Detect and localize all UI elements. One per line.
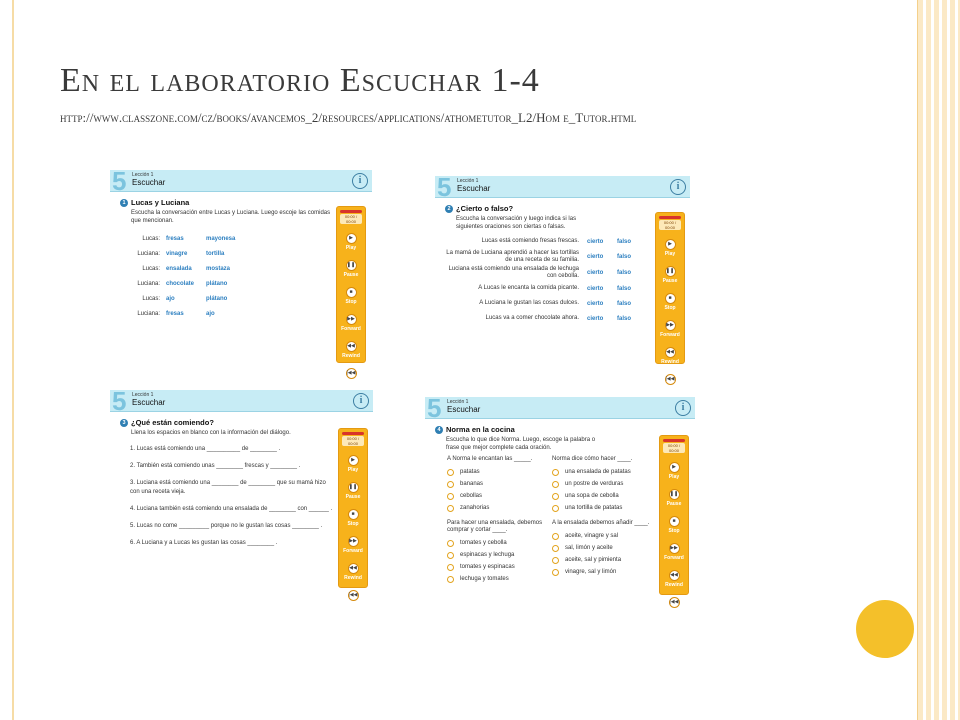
button-label: Pause: [345, 494, 361, 500]
option-label: una sopa de cebolla: [565, 493, 619, 499]
play-icon[interactable]: ▶: [348, 455, 359, 466]
panel-header: [425, 393, 695, 423]
activity-body: [445, 200, 656, 325]
cierto-choice[interactable]: cierto: [587, 285, 604, 292]
lesson-label: Lección 1: [457, 178, 479, 184]
radio-option[interactable]: [552, 478, 652, 490]
activity-instructions: Escucha lo que dice Norma. Luego, escoge la palabra o frase que mejor complete cada oración.: [446, 437, 596, 451]
lesson-number: 5: [112, 166, 127, 196]
list-item: [445, 297, 656, 310]
beginning-button[interactable]: [339, 583, 367, 608]
choice-b[interactable]: plátano: [206, 280, 228, 287]
pause-icon[interactable]: ❚❚: [348, 482, 359, 493]
question-block: [447, 520, 552, 585]
rewind-icon[interactable]: ◀◀: [346, 341, 357, 352]
cierto-choice[interactable]: cierto: [587, 254, 604, 260]
radio-circle[interactable]: [447, 540, 454, 547]
rewind-icon[interactable]: ◀◀: [665, 347, 676, 358]
falso-choice[interactable]: falso: [617, 254, 632, 260]
list-item: [445, 235, 656, 248]
activity-body: [435, 421, 659, 585]
question-text: A la ensalada debemos añadir ____.: [552, 520, 650, 526]
pause-button[interactable]: [660, 482, 688, 507]
button-label: Forward: [660, 332, 680, 338]
forward-icon[interactable]: ▶▶: [669, 543, 680, 554]
list-item: [124, 306, 336, 321]
radio-option[interactable]: [447, 573, 552, 585]
section-title: Escuchar: [132, 398, 166, 407]
info-icon[interactable]: i: [352, 173, 368, 189]
stop-icon[interactable]: ■: [348, 509, 359, 520]
radio-circle[interactable]: [552, 545, 559, 552]
list-item: [445, 282, 656, 295]
rewind-icon[interactable]: ◀◀: [348, 563, 359, 574]
activity-title: ¿Qué están comiendo?: [131, 418, 214, 427]
activity-number: 3: [120, 419, 128, 427]
radio-option[interactable]: [447, 537, 552, 549]
stop-button[interactable]: [656, 286, 684, 311]
speaker-label: Luciana:: [137, 310, 160, 317]
button-label: Forward: [341, 326, 361, 332]
radio-circle[interactable]: [447, 481, 454, 488]
radio-option[interactable]: [552, 542, 652, 554]
speaker-label: Luciana:: [137, 280, 160, 287]
question-text: Norma dice cómo hacer ____.: [552, 456, 633, 462]
play-button[interactable]: [337, 226, 365, 251]
progress-bar[interactable]: [659, 216, 681, 219]
screenshot-panel-3: [110, 386, 373, 608]
button-label: Beginning: [661, 609, 687, 615]
statement: A Luciana le gustan las cosas dulces.: [479, 300, 579, 306]
beginning-button[interactable]: [660, 590, 688, 615]
beginning-icon[interactable]: |◀◀: [665, 374, 676, 385]
fill-blank-item[interactable]: 5. Lucas no come _________ porque no le gustan las cosas ________ .: [130, 523, 323, 529]
true-false-list: [445, 235, 656, 325]
fill-blank-item[interactable]: 4. Luciana también está comiendo una ensalada de ________ con ______ .: [130, 506, 333, 512]
section-title: Escuchar: [457, 184, 491, 193]
forward-button[interactable]: [660, 536, 688, 561]
option-label: cebollas: [460, 493, 483, 499]
falso-choice[interactable]: falso: [617, 270, 632, 276]
pause-icon[interactable]: ❚❚: [669, 489, 680, 500]
choice-a[interactable]: ajo: [166, 295, 175, 302]
radio-option[interactable]: [447, 466, 552, 478]
radio-circle[interactable]: [552, 493, 559, 500]
speaker-label: Lucas:: [142, 265, 160, 272]
list-item: [124, 231, 336, 246]
activity-heading: [435, 425, 659, 434]
stop-icon[interactable]: ■: [669, 516, 680, 527]
choice-a[interactable]: vinagre: [166, 250, 188, 257]
activity-number: 1: [120, 199, 128, 207]
falso-choice[interactable]: falso: [617, 285, 632, 292]
fill-blank-item[interactable]: 1. Lucas está comiendo una __________ de ________ .: [130, 446, 281, 452]
lesson-label: Lección 1: [132, 172, 154, 178]
lesson-label: Lección 1: [447, 399, 469, 405]
panel-header: [110, 386, 373, 416]
radio-circle[interactable]: [552, 469, 559, 476]
radio-option[interactable]: [447, 549, 552, 561]
play-button[interactable]: [656, 232, 684, 257]
rewind-button[interactable]: [337, 334, 365, 359]
button-label: Play: [664, 251, 676, 257]
option-label: sal, limón y aceite: [565, 545, 613, 551]
button-label: Forward: [664, 555, 684, 561]
choice-a[interactable]: fresas: [166, 310, 184, 317]
slide-left-border: [12, 0, 14, 720]
cierto-choice[interactable]: cierto: [587, 300, 604, 307]
fill-blank-item[interactable]: 2. También está comiendo unas ________ frescas y ________ .: [130, 463, 301, 469]
list-item: [445, 250, 656, 264]
beginning-icon[interactable]: |◀◀: [346, 368, 357, 379]
radio-circle[interactable]: [552, 533, 559, 540]
stop-icon[interactable]: ■: [346, 287, 357, 298]
forward-button[interactable]: [656, 313, 684, 338]
option-label: un postre de verduras: [565, 481, 624, 487]
option-label: tomates y espinacas: [460, 564, 515, 570]
question-grid: [447, 456, 659, 585]
button-label: Play: [347, 467, 359, 473]
radio-circle[interactable]: [552, 505, 559, 512]
slide-title: En el laboratorio Escuchar 1-4: [60, 62, 540, 99]
progress-bar[interactable]: [663, 439, 685, 442]
statement: La mamá de Luciana aprendió a hacer las tortillas de una receta de su familia.: [446, 250, 579, 263]
option-label: lechuga y tomates: [460, 576, 509, 582]
choice-b[interactable]: tortilla: [206, 250, 225, 257]
option-label: patatas: [460, 469, 480, 475]
screenshot-panel-1: [110, 166, 372, 386]
list-item: [124, 291, 336, 306]
beginning-icon[interactable]: |◀◀: [348, 590, 359, 601]
audio-player: [659, 435, 689, 615]
forward-icon[interactable]: ▶▶: [665, 320, 676, 331]
forward-icon[interactable]: ▶▶: [348, 536, 359, 547]
button-label: Forward: [343, 548, 363, 554]
radio-option[interactable]: [552, 466, 652, 478]
beginning-icon[interactable]: |◀◀: [669, 597, 680, 608]
activity-title: Norma en la cocina: [446, 425, 515, 434]
activity-instructions: Escucha la conversación y luego indica si las siguientes oraciones son ciertas o falsas.: [456, 216, 577, 230]
pause-icon[interactable]: ❚❚: [346, 260, 357, 271]
radio-circle[interactable]: [552, 557, 559, 564]
activity-heading: [120, 418, 337, 427]
choice-a[interactable]: chocolate: [166, 280, 195, 287]
audio-player: [336, 206, 366, 386]
choice-a[interactable]: ensalada: [166, 265, 192, 272]
falso-choice[interactable]: falso: [617, 315, 632, 322]
lesson-label: Lección 1: [132, 392, 154, 398]
cierto-choice[interactable]: cierto: [587, 315, 604, 322]
slide-decorative-stripes: [918, 0, 960, 720]
button-label: Rewind: [661, 359, 679, 365]
panel-header: [110, 166, 372, 196]
list-item: [445, 266, 656, 280]
resource-link[interactable]: http://www.classzone.com/cz/books/avancemos_2/resources/applications/athometutor_L2/Hom e_Tutor.html: [60, 110, 637, 125]
radio-circle[interactable]: [552, 569, 559, 576]
choice-a[interactable]: fresas: [166, 235, 184, 242]
radio-circle[interactable]: [447, 469, 454, 476]
info-icon[interactable]: i: [675, 400, 691, 416]
radio-circle[interactable]: [447, 505, 454, 512]
time-readout: 00:00 / 00:00: [340, 214, 362, 224]
statement: Lucas está comiendo fresas frescas.: [481, 238, 579, 244]
activity-heading: [445, 204, 656, 213]
cierto-choice[interactable]: cierto: [587, 238, 604, 245]
option-label: vinagre, sal y limón: [565, 569, 617, 575]
option-label: bananas: [460, 481, 484, 487]
time-readout: 00:00 / 00:00: [342, 436, 364, 446]
lesson-number: 5: [427, 393, 442, 423]
button-label: Rewind: [665, 582, 683, 588]
section-title: Escuchar: [132, 178, 166, 187]
button-label: Stop: [668, 528, 680, 534]
speaker-label: Lucas:: [142, 235, 160, 242]
forward-icon[interactable]: ▶▶: [346, 314, 357, 325]
fill-blank-item[interactable]: 6. A Luciana y a Lucas les gustan las cosas ________ .: [130, 540, 278, 546]
radio-option[interactable]: [552, 566, 652, 578]
list-item: [124, 276, 336, 291]
button-label: Play: [345, 245, 357, 251]
activity-body: [120, 414, 337, 548]
statement: Lucas va a comer chocolate ahora.: [485, 315, 579, 321]
choice-b[interactable]: mostaza: [206, 265, 231, 272]
audio-player: [338, 428, 368, 608]
beginning-button[interactable]: [656, 367, 684, 392]
radio-option[interactable]: [447, 561, 552, 573]
list-item: [124, 246, 336, 261]
forward-button[interactable]: [337, 307, 365, 332]
question-block: [552, 456, 652, 514]
pause-icon[interactable]: ❚❚: [665, 266, 676, 277]
play-icon[interactable]: ▶: [346, 233, 357, 244]
pause-button[interactable]: [337, 253, 365, 278]
screenshot-panel-2: [435, 172, 690, 392]
pause-button[interactable]: [656, 259, 684, 284]
info-icon[interactable]: i: [670, 179, 686, 195]
fill-blank-item[interactable]: 3. Luciana está comiendo una ________ de ________ que su mamá hizo con una receta vieja.: [130, 480, 326, 495]
radio-option[interactable]: [552, 490, 652, 502]
screenshot-panel-4: [425, 393, 695, 615]
button-label: Stop: [345, 299, 357, 305]
activity-number: 2: [445, 205, 453, 213]
stop-button[interactable]: [337, 280, 365, 305]
activity-body: [120, 194, 336, 321]
choice-b[interactable]: ajo: [206, 310, 215, 317]
activity-heading: [120, 198, 336, 207]
radio-option[interactable]: [552, 530, 652, 542]
play-button[interactable]: [339, 448, 367, 473]
radio-option[interactable]: [447, 490, 552, 502]
choice-b[interactable]: plátano: [206, 295, 228, 302]
activity-title: ¿Cierto o falso?: [456, 204, 514, 213]
activity-instructions: Escucha la conversación entre Lucas y Luciana. Luego escoje las comidas que mencionan.: [131, 210, 331, 224]
radio-circle[interactable]: [447, 564, 454, 571]
pause-button[interactable]: [339, 475, 367, 500]
option-label: zanahorias: [460, 505, 490, 511]
radio-option[interactable]: [447, 478, 552, 490]
list-item: [124, 261, 336, 276]
cierto-choice[interactable]: cierto: [587, 270, 604, 276]
activity-instructions: Llena los espacios en blanco con la información del diálogo.: [131, 430, 291, 436]
lesson-number: 5: [437, 172, 452, 202]
play-icon[interactable]: ▶: [665, 239, 676, 250]
radio-circle[interactable]: [447, 493, 454, 500]
lesson-number: 5: [112, 386, 127, 416]
progress-bar[interactable]: [340, 210, 362, 213]
button-label: Rewind: [344, 575, 362, 581]
radio-circle[interactable]: [447, 576, 454, 583]
activity-title: Lucas y Luciana: [131, 198, 190, 207]
decorative-circle: [856, 600, 914, 658]
time-readout: 00:00 / 00:00: [659, 220, 681, 230]
info-icon[interactable]: i: [353, 393, 369, 409]
audio-player: [655, 212, 685, 392]
option-label: una ensalada de patatas: [565, 469, 631, 475]
stop-button[interactable]: [660, 509, 688, 534]
button-label: Beginning: [340, 602, 366, 608]
rewind-button[interactable]: [660, 563, 688, 588]
speaker-label: Luciana:: [137, 250, 160, 257]
stop-button[interactable]: [339, 502, 367, 527]
button-label: Beginning: [338, 380, 364, 386]
button-label: Rewind: [342, 353, 360, 359]
radio-option[interactable]: [447, 502, 552, 514]
falso-choice[interactable]: falso: [617, 238, 632, 245]
option-label: tomates y cebolla: [460, 540, 507, 546]
option-label: aceite, vinagre y sal: [565, 533, 619, 539]
speaker-label: Lucas:: [142, 295, 160, 302]
button-label: Stop: [664, 305, 676, 311]
button-label: Pause: [666, 501, 682, 507]
question-block: [552, 520, 652, 585]
progress-bar[interactable]: [342, 432, 364, 435]
radio-option[interactable]: [552, 502, 652, 514]
choice-b[interactable]: mayonesa: [206, 235, 236, 242]
option-label: espinacas y lechuga: [460, 552, 515, 558]
radio-option[interactable]: [552, 554, 652, 566]
statement: A Lucas le encanta la comida picante.: [478, 285, 579, 291]
play-button[interactable]: [660, 455, 688, 480]
statement: Luciana está comiendo una ensalada de lechuga con cebolla.: [448, 266, 579, 279]
rewind-button[interactable]: [339, 556, 367, 581]
play-icon[interactable]: ▶: [669, 462, 680, 473]
question-text: A Norma le encantan las _____.: [447, 456, 533, 462]
button-label: Beginning: [657, 386, 683, 392]
activity-number: 4: [435, 426, 443, 434]
falso-choice[interactable]: falso: [617, 300, 632, 307]
beginning-button[interactable]: [337, 361, 365, 386]
question-text: Para hacer una ensalada, debemos comprar y cortar ____.: [447, 520, 543, 533]
forward-button[interactable]: [339, 529, 367, 554]
button-label: Stop: [347, 521, 359, 527]
stop-icon[interactable]: ■: [665, 293, 676, 304]
radio-circle[interactable]: [552, 481, 559, 488]
panel-header: [435, 172, 690, 202]
rewind-button[interactable]: [656, 340, 684, 365]
option-label: una tortilla de patatas: [565, 505, 623, 511]
list-item: [445, 312, 656, 325]
button-label: Play: [668, 474, 680, 480]
rewind-icon[interactable]: ◀◀: [669, 570, 680, 581]
section-title: Escuchar: [447, 405, 481, 414]
time-readout: 00:00 / 00:00: [663, 443, 685, 453]
button-label: Pause: [662, 278, 678, 284]
button-label: Pause: [343, 272, 359, 278]
option-label: aceite, sal y pimienta: [565, 557, 622, 563]
radio-circle[interactable]: [447, 552, 454, 559]
question-block: [447, 456, 552, 514]
dialogue-list: [124, 231, 336, 321]
